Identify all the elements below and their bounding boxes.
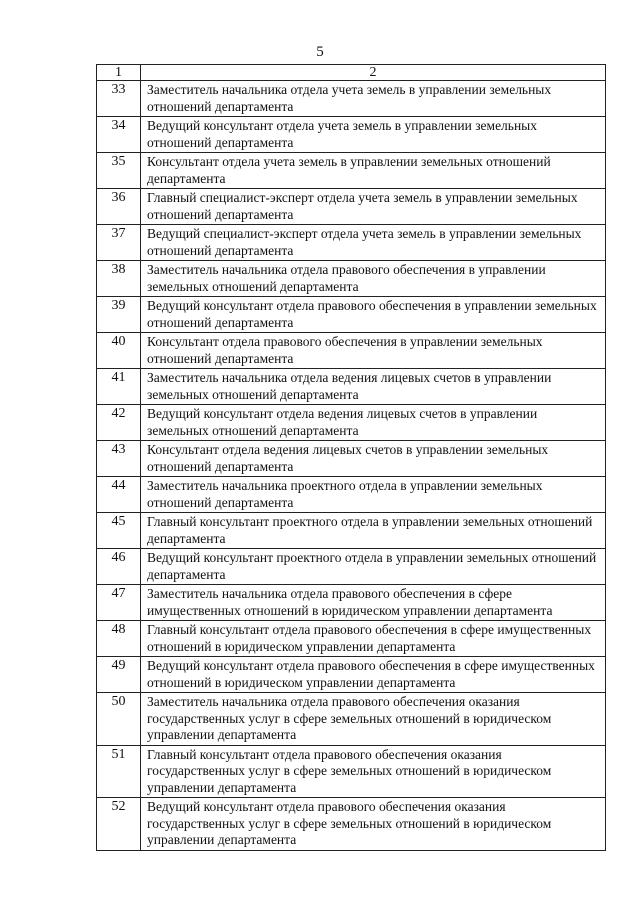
- table-row: [97, 405, 606, 441]
- row-number: 41: [97, 369, 141, 405]
- table-row: [97, 549, 606, 585]
- position-title: Заместитель начальника отдела ведения лицевых счетов в управлении земельных отношений департамента: [141, 369, 606, 405]
- table-row: [97, 657, 606, 693]
- table-row: [97, 585, 606, 621]
- table-row: [97, 189, 606, 225]
- table-row: [97, 297, 606, 333]
- position-title: Заместитель начальника отдела правового обеспечения в сфере имущественных отношений в юридическом управлении департамента: [141, 585, 606, 621]
- row-number: 35: [97, 153, 141, 189]
- row-number: 52: [97, 798, 141, 851]
- position-title: Ведущий консультант отдела учета земель в управлении земельных отношений департамента: [141, 117, 606, 153]
- row-number: 50: [97, 693, 141, 746]
- table-row: [97, 261, 606, 297]
- row-number: 46: [97, 549, 141, 585]
- row-number: 38: [97, 261, 141, 297]
- row-number: 40: [97, 333, 141, 369]
- position-title: Заместитель начальника проектного отдела в управлении земельных отношений департамента: [141, 477, 606, 513]
- position-title: Главный консультант отдела правового обеспечения в сфере имущественных отношений в юридическом управлении департамента: [141, 621, 606, 657]
- table-row: [97, 513, 606, 549]
- position-title: Заместитель начальника отдела правового обеспечения в управлении земельных отношений департамента: [141, 261, 606, 297]
- positions-table: [96, 64, 606, 851]
- row-number: 42: [97, 405, 141, 441]
- position-title: Ведущий консультант проектного отдела в управлении земельных отношений департамента: [141, 549, 606, 585]
- position-title: Заместитель начальника отдела учета земель в управлении земельных отношений департамента: [141, 81, 606, 117]
- header-col-number: 1: [97, 65, 141, 81]
- position-title: Консультант отдела учета земель в управлении земельных отношений департамента: [141, 153, 606, 189]
- position-title: Ведущий специалист-эксперт отдела учета земель в управлении земельных отношений департамента: [141, 225, 606, 261]
- row-number: 34: [97, 117, 141, 153]
- position-title: Консультант отдела правового обеспечения в управлении земельных отношений департамента: [141, 333, 606, 369]
- row-number: 39: [97, 297, 141, 333]
- table-row: [97, 798, 606, 851]
- row-number: 44: [97, 477, 141, 513]
- position-title: Главный специалист-эксперт отдела учета земель в управлении земельных отношений департамента: [141, 189, 606, 225]
- position-title: Заместитель начальника отдела правового обеспечения оказания государственных услуг в сфере земельных отношений в юридическом управлении департамента: [141, 693, 606, 746]
- table-body: [97, 81, 606, 851]
- position-title: Ведущий консультант отдела правового обеспечения в сфере имущественных отношений в юридическом управлении департамента: [141, 657, 606, 693]
- row-number: 51: [97, 745, 141, 798]
- page-number: 5: [316, 44, 324, 60]
- table-row: [97, 693, 606, 746]
- table-row: [97, 117, 606, 153]
- row-number: 48: [97, 621, 141, 657]
- header-col-position: 2: [141, 65, 606, 81]
- table-row: [97, 441, 606, 477]
- position-title: Ведущий консультант отдела правового обеспечения оказания государственных услуг в сфере земельных отношений в юридическом управлении департамента: [141, 798, 606, 851]
- table-row: [97, 621, 606, 657]
- table-row: [97, 81, 606, 117]
- position-title: Консультант отдела ведения лицевых счетов в управлении земельных отношений департамента: [141, 441, 606, 477]
- table-row: [97, 745, 606, 798]
- table-row: [97, 333, 606, 369]
- position-title: Ведущий консультант отдела правового обеспечения в управлении земельных отношений департамента: [141, 297, 606, 333]
- row-number: 36: [97, 189, 141, 225]
- position-title: Главный консультант отдела правового обеспечения оказания государственных услуг в сфере земельных отношений в юридическом управлении департамента: [141, 745, 606, 798]
- position-title: Ведущий консультант отдела ведения лицевых счетов в управлении земельных отношений департамента: [141, 405, 606, 441]
- table-row: [97, 225, 606, 261]
- row-number: 45: [97, 513, 141, 549]
- table-row: [97, 369, 606, 405]
- row-number: 43: [97, 441, 141, 477]
- table-row: [97, 477, 606, 513]
- row-number: 33: [97, 81, 141, 117]
- row-number: 49: [97, 657, 141, 693]
- row-number: 47: [97, 585, 141, 621]
- position-title: Главный консультант проектного отдела в управлении земельных отношений департамента: [141, 513, 606, 549]
- table-header-row: [97, 65, 606, 81]
- table-row: [97, 153, 606, 189]
- row-number: 37: [97, 225, 141, 261]
